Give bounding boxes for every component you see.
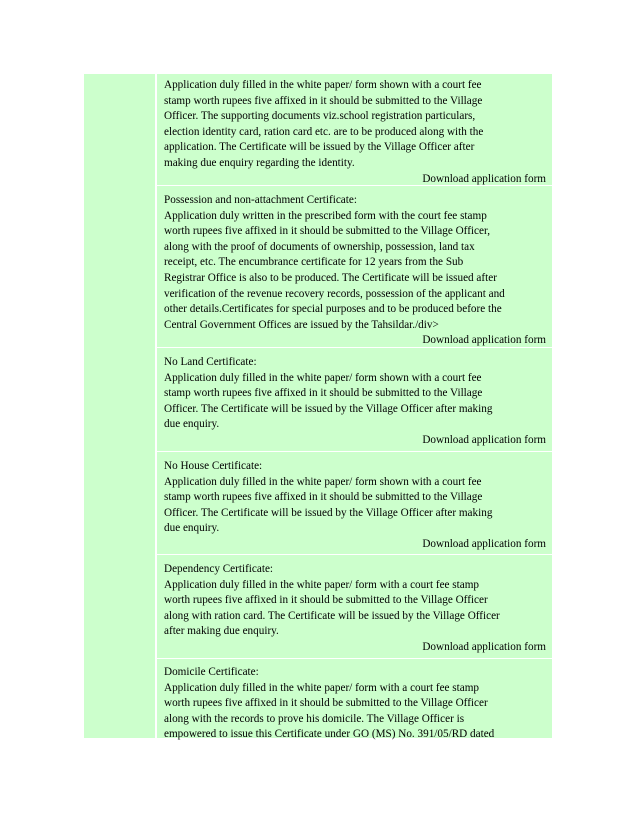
left-column (84, 74, 155, 738)
body-line: along with the proof of documents of ownership, possession, land tax (164, 240, 475, 253)
body-line: Application duly filled in the white paper/ form with a court fee stamp (164, 578, 480, 591)
body-line: other details.Certificates for special purposes and to be produced before the (164, 303, 502, 316)
body-line: Officer. The Certificate will be issued by the Village Officer after making (164, 402, 493, 415)
divider (157, 451, 552, 452)
section-body (164, 193, 549, 333)
body-line: along with ration card. The Certificate will be issued by the Village Officer (164, 609, 500, 622)
section-body (164, 78, 549, 172)
body-line: Application duly written in the prescribed form with the court fee stamp (164, 209, 487, 222)
body-line: stamp worth rupees five affixed in it should be submitted to the Village (164, 94, 483, 107)
body-line: Central Government Offices are issued by the Tahsildar./div> (164, 318, 439, 331)
body-line: after making due enquiry. (164, 625, 279, 638)
body-line: worth rupees five affixed in it should be submitted to the Village Officer (164, 594, 488, 607)
divider (157, 658, 552, 659)
section-dependency-certificate (157, 562, 552, 656)
body-line: making due enquiry regarding the identity. (164, 156, 355, 169)
section-domicile-certificate (157, 665, 552, 743)
divider (157, 554, 552, 555)
section-identity-certificate (157, 78, 552, 187)
download-application-form-link[interactable]: Download application form (422, 640, 546, 653)
download-application-form-link[interactable]: Download application form (422, 433, 546, 446)
section-title: Domicile Certificate: (164, 666, 259, 678)
body-line: Application duly filled in the white paper/ form shown with a court fee (164, 475, 482, 488)
body-line: stamp worth rupees five affixed in it should be submitted to the Village (164, 387, 483, 400)
section-title: Possession and non-attachment Certificate: (164, 194, 357, 206)
certificates-table-cell (157, 74, 552, 741)
body-line: Registrar Office is also to be produced. The Certificate will be issued after (164, 271, 497, 284)
body-line: worth rupees five affixed in it should be submitted to the Village Officer, (164, 225, 491, 238)
body-line: empowered to issue this Certificate under GO (MS) No. 391/05/RD dated (164, 728, 495, 741)
body-line: worth rupees five affixed in it should be submitted to the Village Officer (164, 697, 488, 710)
body-line: Application duly filled in the white paper/ form shown with a court fee (164, 371, 482, 384)
download-application-form-link[interactable]: Download application form (422, 172, 546, 185)
body-line: Application duly filled in the white paper/ form shown with a court fee (164, 79, 482, 91)
divider (157, 185, 552, 186)
body-line: stamp worth rupees five affixed in it should be submitted to the Village (164, 491, 483, 504)
download-application-form-link[interactable]: Download application form (422, 334, 546, 347)
body-line: election identity card, ration card etc. are to be produced along with the (164, 125, 484, 138)
body-line: Officer. The Certificate will be issued by the Village Officer after making (164, 506, 493, 519)
body-line: along with the records to prove his domicile. The Village Officer is (164, 712, 465, 725)
section-title: Dependency Certificate: (164, 563, 274, 575)
body-line: receipt, etc. The encumbrance certificate for 12 years from the Sub (164, 256, 464, 269)
divider (157, 347, 552, 348)
section-possession-certificate (157, 193, 552, 349)
section-body (164, 562, 549, 640)
section-body (164, 459, 549, 537)
body-line: Officer. The supporting documents viz.school registration particulars, (164, 110, 476, 123)
body-line: Application duly filled in the white paper/ form with a court fee stamp (164, 681, 480, 694)
section-title: No House Certificate: (164, 460, 263, 472)
body-line: application. The Certificate will be issued by the Village Officer after (164, 141, 475, 154)
body-line: due enquiry. (164, 522, 220, 535)
section-body (164, 665, 549, 743)
body-line: verification of the revenue recovery records, possession of the applicant and (164, 287, 505, 300)
download-application-form-link[interactable]: Download application form (422, 537, 546, 550)
body-line: due enquiry. (164, 418, 220, 431)
section-title: No Land Certificate: (164, 356, 257, 368)
section-no-land-certificate (157, 355, 552, 449)
section-body (164, 355, 549, 433)
section-no-house-certificate (157, 459, 552, 553)
